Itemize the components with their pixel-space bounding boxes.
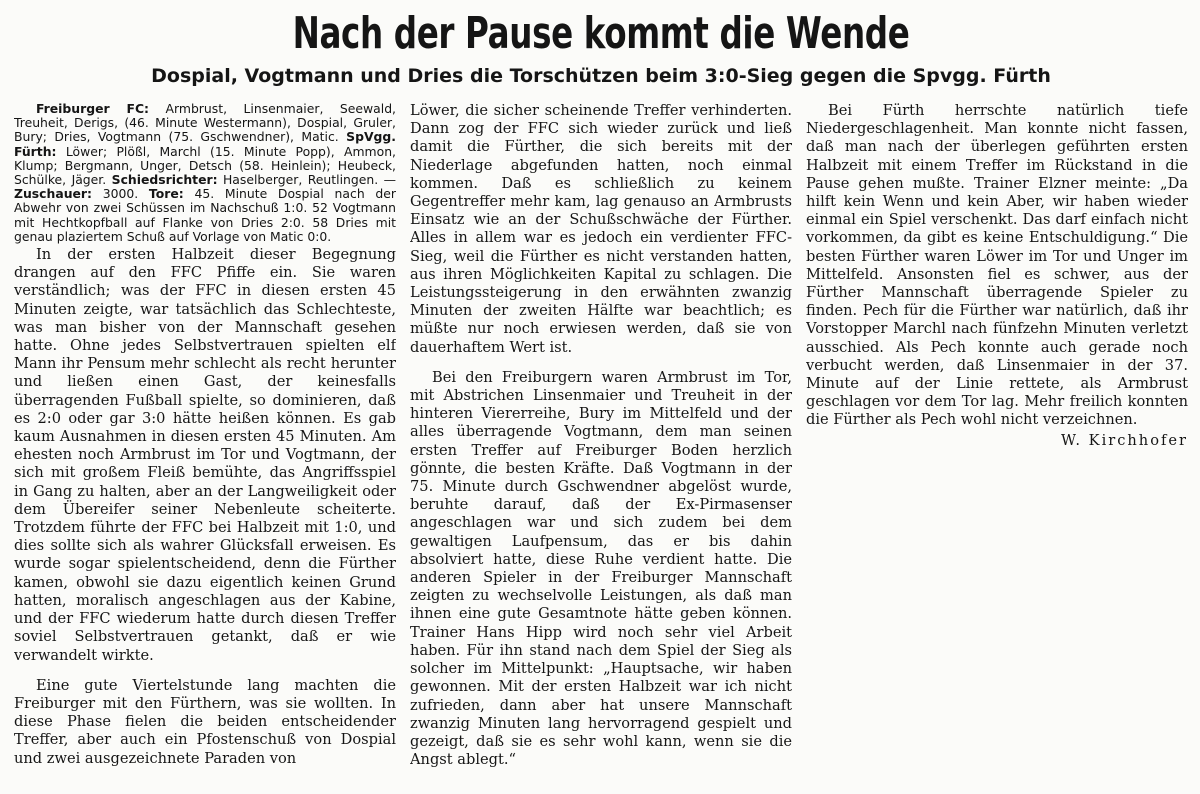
team2-text: Löwer; Plößl, Marchl (15. Minute Popp), Ammon, Klump; Bergmann, Unger, Detsch (58. Heinlein); Heubeck, Schülke, Jäger. (14, 143, 396, 188)
spectators-text: 3000. (92, 186, 149, 202)
headline: Nach der Pause kommt die Wende (292, 8, 910, 59)
column-2 (410, 102, 792, 792)
column-1 (14, 102, 396, 792)
goals-text: 45. Minute Dospial nach der Abwehr von zwei Schüssen im Nachschuß 1:0. 52 Vogtmann mit Hechtkopfball auf Flanke von Dries 2:0. 58 Dries mit genau plaziertem Schuß auf Vorlage von Matic 0:0. (14, 186, 396, 244)
paragraph: In der ersten Halbzeit dieser Begegnung drangen auf den FFC Pfiffe ein. Sie waren verständlich; was der FFC in diesen ersten 45 Minuten zeigte, war tatsächlich das Schlechteste, was man bisher von der Mannschaft gesehen hatte. Ohne jedes Selbstvertrauen spielten elf Mann ihr Pensum mehr schlecht als recht herunter und ließen einen Gast, der keinesfalls überragenden Fußball spielte, so dominieren, daß es 2:0 oder gar 3:0 hätte heißen können. Es gab kaum Ausnahmen in diesen ersten 45 Minuten. Am ehesten noch Armbrust im Tor und Vogtmann, der sich mit großem Fleiß bemühte, das Angriffsspiel in Gang zu halten, aber an der Langweiligkeit oder dem Übereifer seiner Nebenleute scheiterte. Trotzdem führte der FFC bei Halbzeit mit 1:0, und dies sollte sich als wahrer Glücksfall erweisen. Es wurde sogar spielentscheidend, denn die Fürther kamen, obwohl sie dazu eigentlich keinen Grund hatten, moralisch angeschlagen aus der Kabine, und der FFC wiederum hatte durch diesen Treffer soviel Selbstvertrauen getankt, daß er wie verwandelt wirkte. (14, 246, 396, 664)
lineup-box (14, 102, 396, 244)
paragraph: Bei den Freiburgern waren Armbrust im Tor, mit Abstrichen Linsenmaier und Treuheit in der hinteren Viererreihe, Bury im Mittelfeld und der alles überragende Vogtmann, dem man seinen ersten Treffer auf Freiburger Boden herzlich gönnte, die besten Kräfte. Daß Vogtmann in der 75. Minute durch Gschwendner abgelöst wurde, beruhte darauf, daß der Ex-Pirmasenser angeschlagen war und sich zudem bei dem gewaltigen Laufpensum, das er bis dahin absolviert hatte, diese Ruhe verdient hatte. Die anderen Spieler in der Freiburger Mannschaft zeigten zu wechselvolle Leistungen, als daß man ihnen eine gute Gesamtnote hätte geben können. Trainer Hans Hipp wird noch sehr viel Arbeit haben. Für ihn stand nach dem Spiel der Sieg als solcher im Mittelpunkt: „Hauptsache, wir haben gewonnen. Mit der ersten Halbzeit war ich nicht zufrieden, dann aber hat unsere Mannschaft zwanzig Minuten lang hervorragend gespielt und gezeigt, daß sie es sehr wohl kann, wenn sie die Angst ablegt.“ (410, 368, 792, 769)
team1-text: Armbrust, Linsenmaier, Seewald, Treuheit, Derigs, (46. Minute Westermann), Dospial, Gruler, Bury; Dries, Vogtmann (75. Gschwendner), Matic. (14, 102, 396, 145)
team2-label: SpVgg. Fürth: (14, 129, 396, 159)
referee-text: Haselberger, Reutlingen. — (217, 172, 396, 188)
paragraph: Eine gute Viertelstunde lang machten die Freiburger mit den Fürthern, was sie wollten. In diese Phase fielen die beiden entscheidender Treffer, aber auch ein Pfostenschuß von Dospial und zwei ausgezeichnete Paraden von (14, 676, 396, 767)
paragraph: Löwer, die sicher scheinende Treffer verhinderten. Dann zog der FFC sich wieder zurück und ließ damit die Fürther, die sich bereits mit der Niederlage abgefunden hatten, noch einmal kommen. Daß es schließlich zu keinem Gegentreffer mehr kam, lag genauso an Armbrusts Einsatz wie an der Schußschwäche der Fürther. Alles in allem war es jedoch ein verdienter FFC-Sieg, weil die Fürther es nicht verstanden hatten, aus ihren Möglichkeiten Kapital zu schlagen. Die Leistungssteigerung in den erwähnten zwanzig Minuten der zweiten Hälfte war beachtlich; es müßte nur noch erwiesen werden, daß sie von dauerhaftem Wert ist. (410, 102, 792, 356)
referee-label: Schiedsrichter: (111, 172, 218, 188)
spectators-label: Zuschauer: (14, 186, 92, 202)
article-columns (14, 102, 1188, 792)
paragraph: Bei Fürth herrschte natürlich tiefe Niedergeschlagenheit. Man konnte nicht fassen, daß man nach der überlegen geführten ersten Halbzeit mit einem Treffer im Rückstand in die Pause gehen mußte. Trainer Elzner meinte: „Da hilft kein Wenn und kein Aber, wir haben wieder einmal ein Spiel verschenkt. Das darf einfach nicht vorkommen, da gibt es keine Entschuldigung.“ Die besten Fürther waren Löwer im Tor und Unger im Mittelfeld. Ansonsten fiel es schwer, aus der Fürther Mannschaft überragende Spieler zu finden. Pech für die Fürther war natürlich, daß ihr Vorstopper Marchl nach fünfzehn Minuten verletzt ausschied. Als Pech konnte auch gerade noch verbucht werden, daß Linsenmaier in der 37. Minute auf der Linie rettete, als Armbrust geschlagen vor dem Tor lag. Mehr freilich konnten die Fürther als Pech wohl nicht verzeichnen. (806, 102, 1188, 429)
author-byline: W. Kirchhofer (1060, 431, 1188, 449)
subheadline: Dospial, Vogtmann und Dries die Torschützen beim 3:0-Sieg gegen die Spvgg. Fürth (151, 65, 1051, 87)
team1-label: Freiburger FC: (36, 102, 150, 116)
goals-label: Tore: (148, 186, 184, 202)
column-3 (806, 102, 1188, 792)
